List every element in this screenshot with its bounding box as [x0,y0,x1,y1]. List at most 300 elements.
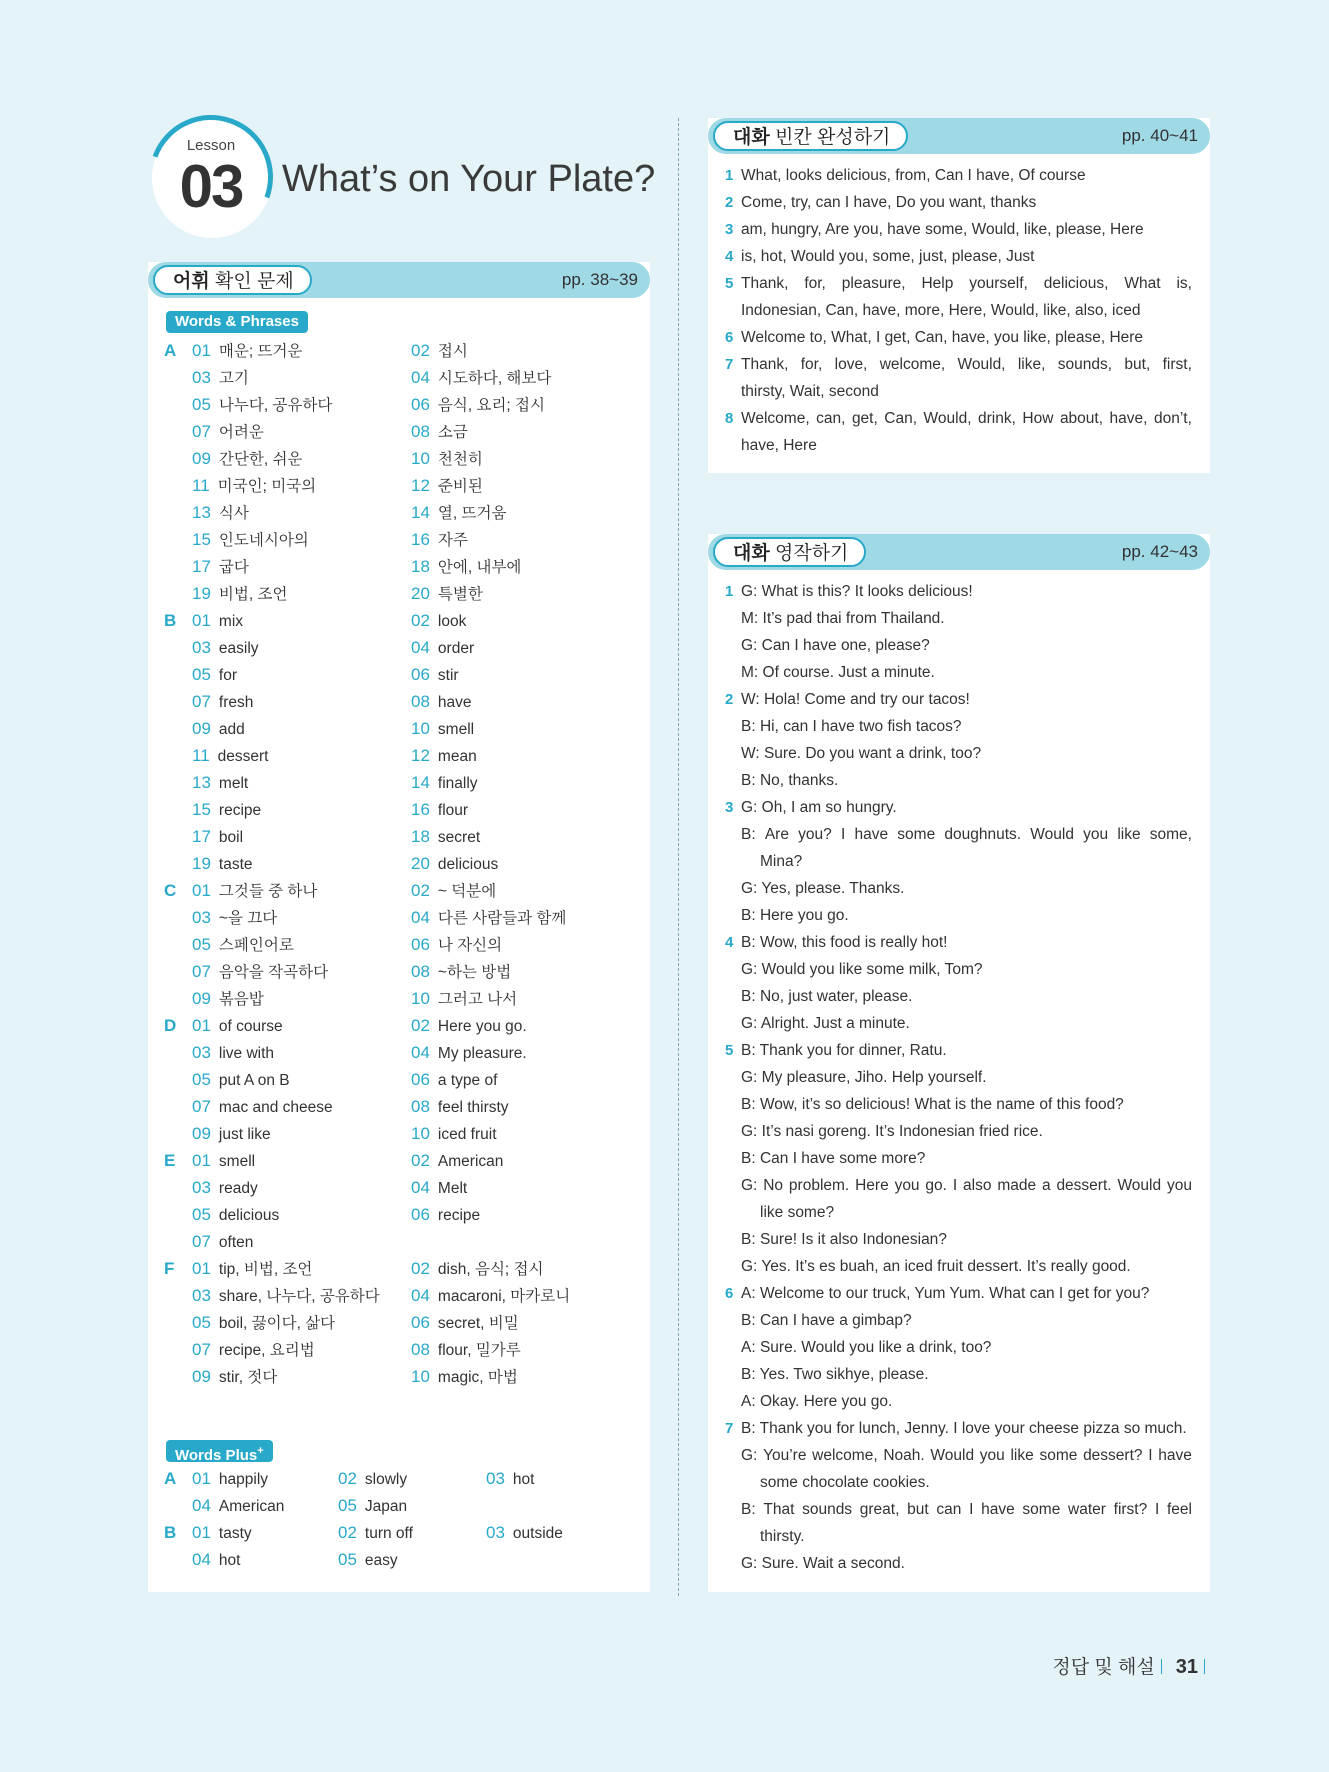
vocab-item-number: 09 [192,449,211,468]
blank-line: am, hungry, Are you, have some, Would, like, please, Here [741,221,1144,238]
vocab-header-bold: 어휘 [173,271,210,292]
lesson-label: Lesson [186,137,236,154]
vocab-item-text: 그러고 나서 [437,991,518,1008]
plus-item-text: easy [364,1552,398,1569]
writing-word: dessert? [1083,1447,1143,1464]
vocab-item [411,365,551,391]
writing-line: B: Can I have some more? [741,1150,926,1167]
vocab-section-letter: E [164,1151,176,1170]
vocab-item-text: 준비된 [437,478,483,495]
writing-line: B: Sure! Is it also Indonesian? [741,1231,947,1248]
vocab-item [192,1094,333,1120]
writing-item-number: 2 [725,691,734,708]
blank-header [708,118,1210,154]
plus-item [192,1547,240,1573]
writing-header [708,534,1210,570]
vocab-item-text: melt [218,775,249,792]
vocab-item-text: have [437,694,472,711]
writing-line: like some? [760,1204,835,1221]
writing-line: Mina? [760,853,803,870]
writing-word: Are [764,826,789,843]
vocab-item-text: 볶음밥 [218,991,264,1008]
blank-header-title [713,121,908,151]
vocab-item [192,743,269,769]
vocab-item [192,1013,283,1039]
vocab-item-text: 어려운 [218,424,264,441]
vocab-item-text: 안에, 내부에 [437,559,522,576]
vocab-item-text: stir [437,667,459,684]
vocab-item-number: 18 [411,827,430,846]
vocab-item [411,689,472,715]
writing-line: B: Wow, it’s so delicious! What is the name of this food? [741,1096,1124,1113]
vocab-item [192,959,328,985]
vocab-item [192,716,245,742]
blank-line [741,270,1192,297]
vocab-item-number: 06 [411,1070,430,1089]
plus-section-letter: A [164,1469,177,1488]
writing-header-title [713,537,866,567]
plus-item-number: 01 [192,1469,211,1488]
vocab-item [192,1364,277,1390]
vocab-item-number: 06 [411,935,430,954]
vocab-item-text: Here you go. [437,1018,527,1035]
vocab-item-text: a type of [437,1072,498,1089]
writing-word: G: [741,1177,758,1194]
vocab-item [411,500,506,526]
vocab-item [192,851,253,877]
writing-line: A: Sure. Would you like a drink, too? [741,1339,992,1356]
vocab-item-text: flour [437,802,469,819]
vocab-item-text: just like [218,1126,271,1143]
vocab-item-number: 19 [192,854,211,873]
vocab-item-number: 06 [411,1205,430,1224]
writing-word: but [907,1501,929,1518]
vocab-item [411,1013,527,1039]
blank-header-rest: 빈칸 완성하기 [769,127,891,148]
vocab-item [192,905,277,931]
writing-word: some, [1149,826,1192,843]
writing-line: G: What is this? It looks delicious! [741,583,973,600]
vocab-item-number: 03 [192,638,211,657]
vocab-item-text: 굽다 [218,559,249,576]
vocab-item-number: 03 [192,908,211,927]
blank-line [741,351,1192,378]
vocab-item [411,851,498,877]
writing-word: you [1083,826,1109,843]
vocab-item-text: taste [218,856,253,873]
vocab-item-number: 07 [192,962,211,981]
vocab-item [411,1067,497,1093]
writing-line: B: Hi, can I have two fish tacos? [741,718,962,735]
vocab-item-number: 07 [192,1097,211,1116]
writing-line: B: Wow, this food is really hot! [741,934,948,951]
vocab-item-number: 14 [411,503,430,522]
vocab-item [192,419,264,445]
lesson-badge [152,118,270,236]
vocab-item [192,500,249,526]
writing-word: problem. [788,1177,850,1194]
vocab-item-number: 08 [411,422,430,441]
vocab-item [411,743,477,769]
writing-line: G: Alright. Just a minute. [741,1015,910,1032]
writing-word: first? [1113,1501,1148,1518]
vocab-item [411,716,474,742]
vocab-item-number: 09 [192,989,211,1008]
vocab-item-number: 04 [411,638,430,657]
vocab-item-text: secret, 비밀 [437,1315,519,1332]
writing-header-rest: 영작하기 [769,543,849,564]
blank-word: for, [804,275,826,292]
blank-line: Welcome to, What, I get, Can, have, you like, please, Here [741,329,1144,346]
blank-word: Thank, [741,275,789,292]
vocab-item-number: 02 [411,611,430,630]
vocab-item-text: tip, 비법, 조언 [218,1261,313,1278]
writing-word: sounds [802,1501,853,1518]
plus-item [192,1520,252,1546]
vocab-item-number: 01 [192,881,211,900]
writing-word: you [979,1447,1005,1464]
writing-line [741,1496,1192,1523]
vocab-item-number: 04 [411,1043,430,1062]
plus-item [192,1493,284,1519]
vocab-item [411,1094,509,1120]
blank-line: is, hot, Would you, some, just, please, Just [741,248,1035,265]
blank-word: don’t, [1153,410,1192,427]
vocab-item-text: recipe [218,802,262,819]
blank-line [741,405,1192,432]
vocab-item [411,1310,519,1336]
writing-word: I [952,1177,958,1194]
vocab-item [411,1202,480,1228]
writing-word: can [936,1501,962,1518]
blank-word: like, [1017,356,1046,373]
vocab-item [411,527,468,553]
vocab-item-text: ~ 덕분에 [437,883,497,900]
writing-header-bold: 대화 [733,543,770,564]
vocab-item-text: recipe, 요리법 [218,1342,315,1359]
vocab-item-number: 03 [192,1043,211,1062]
vocab-item [411,1256,543,1282]
vocab-item-number: 01 [192,1259,211,1278]
vocab-item [411,1283,570,1309]
writing-line: G: It’s nasi goreng. It’s Indonesian fried rice. [741,1123,1043,1140]
blank-header-bold: 대화 [733,127,770,148]
blank-panel [708,118,1210,473]
vocab-item-text: live with [218,1045,275,1062]
vocab-item-number: 17 [192,827,211,846]
vocab-item-number: 07 [192,692,211,711]
blank-item-number: 5 [725,275,734,292]
vocab-item-number: 08 [411,962,430,981]
plus-item [338,1466,407,1492]
vocab-item-number: 03 [192,368,211,387]
writing-word: water [1068,1501,1106,1518]
vocab-item-text: dessert [217,748,269,765]
vocab-item-number: 06 [411,395,430,414]
vocab-item-text: feel thirsty [437,1099,509,1116]
vocab-item [411,1175,467,1201]
vocab-item [192,338,302,364]
vocab-item-number: 09 [192,719,211,738]
vocab-item-number: 05 [192,1070,211,1089]
vocab-item-text: secret [437,829,481,846]
vocab-item [192,1202,279,1228]
blank-word: for, [800,356,823,373]
plus-item-number: 04 [192,1550,211,1569]
vocab-item [192,797,261,823]
writing-word: a [1041,1177,1051,1194]
writing-word: No [763,1177,784,1194]
blank-word: delicious, [1043,275,1109,292]
writing-word: like [1010,1447,1034,1464]
writing-line: G: Would you like some milk, Tom? [741,961,983,978]
vocab-item-number: 06 [411,1313,430,1332]
writing-word: you? [798,826,832,843]
vocab-item [411,1148,503,1174]
blank-line: Come, try, can I have, Do you want, thanks [741,194,1037,211]
blank-item-number: 3 [725,221,734,238]
writing-word: like [1117,826,1141,843]
vocab-item-text: fresh [218,694,254,711]
vocab-item-number: 12 [411,476,430,495]
blank-word: get, [851,410,878,427]
vocab-item [192,986,264,1012]
writing-line: B: No, just water, please. [741,988,913,1005]
vocab-item-number: 05 [192,1313,211,1332]
vocab-item-text: magic, 마법 [437,1369,518,1386]
writing-word: you [1166,1177,1192,1194]
vocab-item-text: 열, 뜨거움 [437,505,507,522]
writing-line: G: Can I have one, please? [741,637,930,654]
vocab-item-number: 15 [192,800,211,819]
vocab-item [192,770,248,796]
plus-item-number: 04 [192,1496,211,1515]
vocab-item-text: American [437,1153,504,1170]
writing-word: some [1022,1501,1061,1518]
writing-line: B: Yes. Two sikhye, please. [741,1366,929,1383]
plus-item [338,1547,398,1573]
vocab-item-number: 04 [411,368,430,387]
vocab-item [411,662,459,688]
plus-item-text: tasty [218,1525,252,1542]
writing-line: B: Here you go. [741,907,849,924]
plus-item [338,1493,407,1519]
vocab-item-text: 자주 [437,532,468,549]
writing-line: some chocolate cookies. [760,1474,930,1491]
plus-item-text: turn off [364,1525,413,1542]
vocab-item-text: macaroni, 마카로니 [437,1288,571,1305]
writing-line: W: Sure. Do you want a drink, too? [741,745,982,762]
vocab-item-number: 18 [411,557,430,576]
plus-item-text: outside [512,1525,563,1542]
vocab-section-letter: A [164,341,177,360]
writing-line: B: No, thanks. [741,772,839,789]
vocab-item-number: 01 [192,611,211,630]
writing-line: B: Can I have a gimbap? [741,1312,912,1329]
vocab-item [411,959,511,985]
vocab-item-number: 13 [192,773,211,792]
blank-word: Welcome, [741,410,810,427]
blank-item-number: 4 [725,248,734,265]
vocab-item [411,1364,518,1390]
plus-item-text: hot [218,1552,241,1569]
blank-word: but, [1124,356,1151,373]
vocab-section-letter: B [164,611,177,630]
writing-word: Would [1117,1177,1162,1194]
vocab-item [411,581,483,607]
vocab-item-text: iced fruit [437,1126,497,1143]
vocab-item-text: My pleasure. [437,1045,527,1062]
vocab-item-text: 음식, 요리; 접시 [437,397,545,414]
writing-line: thirsty. [760,1528,805,1545]
vocab-item [411,932,502,958]
vocab-item-text: boil, 끓이다, 삶다 [218,1315,336,1332]
writing-line: M: It’s pad thai from Thailand. [741,610,945,627]
blank-item-number: 6 [725,329,734,346]
vocab-item [411,1337,521,1363]
blank-word: Can, [884,410,918,427]
vocab-item-number: 05 [192,1205,211,1224]
vocab-item-number: 15 [192,530,211,549]
vocab-item [192,1310,335,1336]
vocab-item-number: 10 [411,1124,430,1143]
vocab-item-number: 02 [411,1259,430,1278]
writing-word: made [997,1177,1037,1194]
vocab-item-text: 나 자신의 [437,937,503,954]
vocab-item [192,365,249,391]
plus-item-number: 01 [192,1523,211,1542]
vocab-item [411,446,483,472]
plus-item-text: Japan [364,1498,408,1515]
vocab-item [411,554,521,580]
vocab-item [411,635,474,661]
vocab-item-number: 20 [411,854,430,873]
blank-pages: pp. 40~41 [1121,126,1198,145]
blank-line: Indonesian, Can, have, more, Here, Would, like, also, iced [741,302,1141,319]
vocab-header-title [153,265,312,295]
vocab-item [411,986,517,1012]
vocab-item-text: 소금 [437,424,468,441]
writing-line: G: My pleasure, Jiho. Help yourself. [741,1069,987,1086]
blank-word: Would, [957,356,1006,373]
vocab-item [192,608,243,634]
vocab-item-text: add [218,721,245,738]
vocab-item [192,635,259,661]
vocab-section-letter: C [164,881,177,900]
vocab-header-rest: 확인 문제 [209,271,294,292]
vocab-item [192,662,237,688]
writing-pages: pp. 42~43 [1121,542,1198,561]
plus-item-text: slowly [364,1471,408,1488]
vocab-item-text: delicious [218,1207,280,1224]
vocab-item-text: delicious [437,856,499,873]
writing-word: I [969,1501,974,1518]
vocab-item-number: 04 [411,1178,430,1197]
vocab-header [148,262,650,298]
plus-item-number: 02 [338,1469,357,1488]
vocab-item-text: order [437,640,475,657]
blank-word: about, [1059,410,1104,427]
blank-word: sounds, [1057,356,1113,373]
page-footer [1052,1652,1211,1679]
vocab-item-text: ~하는 방법 [437,964,512,981]
plus-item [338,1520,413,1546]
writing-word: some [1039,1447,1078,1464]
writing-item-number: 3 [725,799,734,816]
vocab-item [411,473,483,499]
blank-item-number: 8 [725,410,734,427]
writing-word: I [840,826,846,843]
vocab-item-text: 비법, 조언 [218,586,288,603]
vocab-item-text: ready [218,1180,258,1197]
vocab-item-number: 02 [411,1151,430,1170]
plus-item-number: 02 [338,1523,357,1542]
vocab-item-number: 03 [192,1286,211,1305]
writing-item-number: 4 [725,934,734,951]
vocab-item-number: 07 [192,1232,211,1251]
vocab-item [411,770,478,796]
words-plus-tag [166,1440,273,1462]
plus-item-text: hot [512,1471,535,1488]
writing-panel [708,534,1210,1592]
vocab-item-number: 10 [411,1367,430,1386]
column-divider [678,118,679,1596]
lesson-title: What’s on Your Plate? [282,158,656,200]
vocab-item-text: mean [437,748,477,765]
blank-word: is, [1176,275,1192,292]
vocab-item-number: 11 [192,746,210,765]
vocab-item [192,554,249,580]
vocab-item [411,1121,497,1147]
writing-word: dessert. [1056,1177,1112,1194]
vocab-item-number: 13 [192,503,211,522]
plus-item [486,1520,563,1546]
lesson-number: 03 [179,153,243,220]
blank-line: What, looks delicious, from, Can I have, Of course [741,167,1086,184]
vocab-item [192,824,243,850]
vocab-item [192,392,332,418]
writing-word: go. [925,1177,947,1194]
plus-item-number: 05 [338,1496,357,1515]
vocab-item-number: 16 [411,800,430,819]
vocab-item-text: ~을 끄다 [218,910,278,927]
vocab-item [192,581,287,607]
writing-word: G: [741,1447,758,1464]
writing-line [741,821,1192,848]
vocab-item-number: 10 [411,989,430,1008]
vocab-item-text: 식사 [218,505,249,522]
vocab-pages: pp. 38~39 [561,270,638,289]
footer-divider [1161,1659,1162,1674]
writing-word: welcome, [812,1447,878,1464]
vocab-item-number: 10 [411,719,430,738]
vocab-item-number: 12 [411,746,430,765]
writing-word: doughnuts. [944,826,1022,843]
blank-word: Would, [923,410,972,427]
writing-word: You’re [763,1447,807,1464]
writing-word: Noah. [883,1447,925,1464]
blank-word: first, [1162,356,1192,373]
vocab-item-text: 간단한, 쉬운 [218,451,303,468]
blank-line: thirsty, Wait, second [741,383,879,400]
vocab-item-text: smell [437,721,475,738]
vocab-item-text: put A on B [218,1072,290,1089]
writing-word: Would [930,1447,975,1464]
vocab-item-number: 07 [192,422,211,441]
writing-line [741,1172,1192,1199]
vocab-item [192,1256,312,1282]
vocab-item-text: boil [218,829,244,846]
